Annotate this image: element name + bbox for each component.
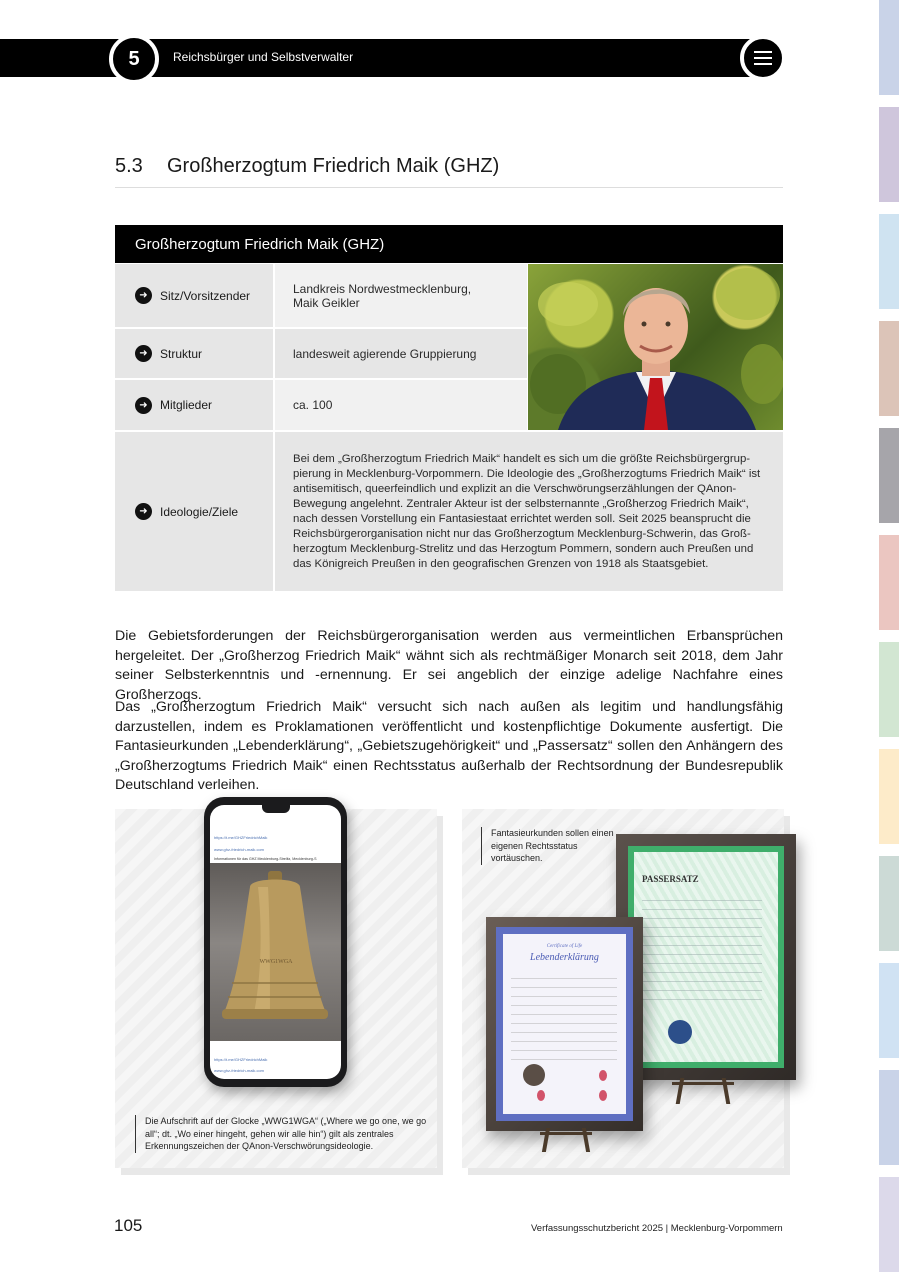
passersatz-frame (616, 834, 796, 1080)
body-paragraph: Die Gebietsforderungen der Reichsbürgerorganisation werden aus vermeintlichen Erbansprüchen hergeleitet. Der „Großherzog Friedrich Maik“ wähnt sich als rechtmäßiger Monarch seit 2018, dem Jahr seiner Selbsterkenntnis und -ernennung. Er sei angeblich der einzige adelige Nachfahre eines Großherzogs. (115, 628, 783, 703)
chapter-tab[interactable] (879, 107, 899, 202)
arrow-right-icon: ➜ (135, 397, 152, 414)
row-label-mitglieder: ➜ Mitglieder (115, 380, 273, 430)
passersatz-document (628, 846, 784, 1068)
bell-illustration (210, 863, 341, 1041)
portrait-photo (528, 264, 783, 430)
chapter-tab[interactable] (879, 0, 899, 95)
fingerprint-icon (599, 1090, 607, 1101)
phone-screen: https://t.me/GHZFriedrichMaik www.ghz-friedrich-maik.com Informationen für das GHZ Mecklenburg-Strelitz, Mecklenburg-S WWG1WGA https://t.me/GHZFriedrichMaik www.ghz-friedrich-maik.com (210, 805, 341, 1079)
bell-inscription: WWG1WGA (259, 959, 293, 965)
passersatz-title: PASSERSATZ (642, 874, 699, 884)
lebenderklaerung-frame (486, 917, 643, 1131)
row-value-struktur: landesweit agierende Gruppierung (275, 329, 527, 378)
section-title: Großherzogtum Friedrich Maik (GHZ) (167, 155, 500, 177)
menu-button[interactable] (740, 35, 786, 81)
row-value-ideologie: Bei dem „Großherzogtum Friedrich Maik“ handelt es sich um die größte Reichsbürgergruppierung in Mecklenburg-Vorpommern. Die Ideologie des „Großherzogtums Friedrich Maik“ ist antisemitisch, queerfeindlich und explizit an die Verschwörungserzählungen der QAnon-Bewegung angelehnt. Zentraler Akteur ist der selbsternannte „Großherzog Friedrich Maik“, nach dessen Vorstellung ein Fantasiestaat errichtet werden soll. Seit 2025 beansprucht die Reichsbürgerorganisation nicht nur das Großherzogtum Mecklenburg-Schwerin, das Großherzogtum Mecklenburg-Strelitz und das Herzogtum Pommern, sondern auch Preußen und das Königreich Preußen in den geografischen Grenzen von 1918 als Staatsgebiet. (275, 432, 783, 591)
section-divider (115, 187, 783, 188)
info-table-title: Großherzogtum Friedrich Maik (GHZ) (115, 225, 783, 263)
chapter-tab[interactable] (879, 749, 899, 844)
chapter-tab[interactable] (879, 321, 899, 416)
document-lines (642, 892, 762, 1002)
chapter-tab[interactable] (879, 1177, 899, 1272)
portrait-illustration (528, 264, 783, 430)
row-value-mitglieder: ca. 100 (275, 380, 527, 430)
lebenderklaerung-document: Certificate of Life Lebenderklärung (496, 927, 633, 1121)
figure-caption-right: Fantasieurkunden sollen einen eigenen Rechtsstatus vortäuschen. (481, 827, 621, 865)
seal-icon (523, 1064, 545, 1086)
publication-footer: Verfassungsschutzbericht 2025 | Mecklenburg-Vorpommern (531, 1223, 783, 1234)
arrow-right-icon: ➜ (135, 503, 152, 520)
fingerprint-icon (599, 1070, 607, 1081)
chapter-tab[interactable] (879, 856, 899, 951)
easel (672, 1078, 734, 1104)
arrow-right-icon: ➜ (135, 287, 152, 304)
bell-photo (210, 863, 341, 1041)
document-lines (511, 970, 617, 1060)
chapter-tab[interactable] (879, 963, 899, 1058)
fingerprint-icon (537, 1090, 545, 1101)
arrow-right-icon: ➜ (135, 345, 152, 362)
chapter-title: Reichsbürger und Selbstverwalter (173, 50, 354, 64)
page-number: 105 (114, 1216, 143, 1235)
chapter-tab[interactable] (879, 1070, 899, 1165)
row-label-sitz: ➜ Sitz/Vorsitzender (115, 264, 273, 327)
phone-mockup (204, 797, 347, 1087)
row-label-ideologie: ➜ Ideologie/Ziele (115, 432, 273, 591)
hamburger-icon (754, 63, 772, 65)
hamburger-icon (754, 51, 772, 53)
chapter-number-badge: 5 (109, 34, 159, 84)
chapter-tab[interactable] (879, 642, 899, 737)
phone-notch (262, 805, 290, 813)
section-number: 5.3 (115, 155, 143, 177)
chapter-tab[interactable] (879, 214, 899, 309)
seal-icon (668, 1020, 692, 1044)
hamburger-icon (754, 57, 772, 59)
chapter-tab[interactable] (879, 535, 899, 630)
chapter-tab[interactable] (879, 428, 899, 523)
lebenderklaerung-title: Lebenderklärung (530, 952, 599, 963)
easel (540, 1128, 592, 1152)
figure-caption-left: Die Aufschrift auf der Glocke „WWG1WGA“ („Where we go one, we go all“; dt. „Wo einer hingeht, gehen wir alle hin“) gilt als zentrales Erkennungszeichen der QAnon-Verschwörungsideologie. (135, 1115, 427, 1153)
row-value-sitz: Landkreis Nordwestmecklenburg, Maik Geikler (275, 264, 527, 327)
body-paragraph: Das „Großherzogtum Friedrich Maik“ versucht sich nach außen als legitim und handlungsfähig darzustellen, indem es Proklamationen veröffentlicht und kostenpflichtige Dokumente ausfertigt. Die Fantasieurkunden „Lebenderklärung“, „Gebietszugehörigkeit“ und „Passersatz“ sollen den Anhängern des „Großherzogtums Friedrich Maik“ einen Rechtsstatus außerhalb der Rechtsordnung der Bundesrepublik Deutschland verleihen. (115, 699, 783, 793)
row-label-struktur: ➜ Struktur (115, 329, 273, 378)
